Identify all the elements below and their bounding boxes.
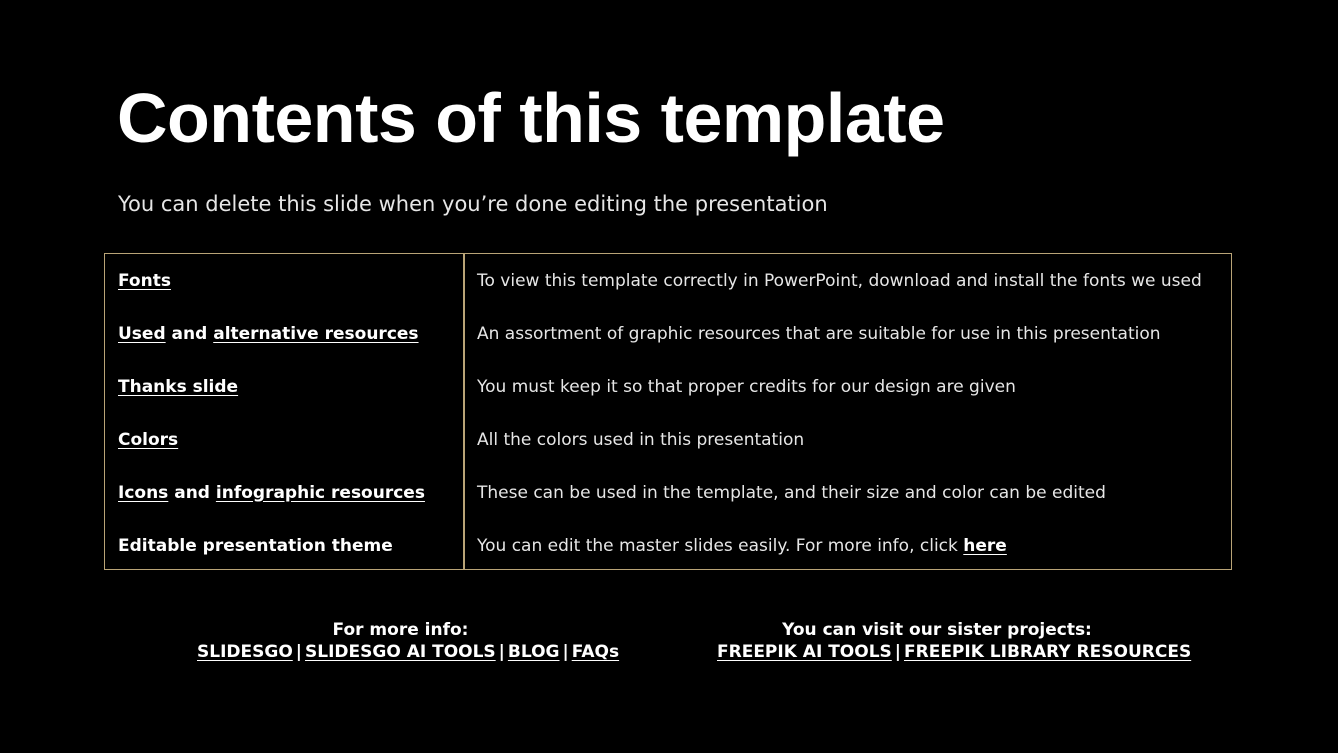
footer-sister-projects xyxy=(717,619,1192,663)
freepik-library-resources-link[interactable]: FREEPIK LIBRARY RESOURCES xyxy=(904,642,1192,662)
alternative-resources-link[interactable]: alternative resources xyxy=(213,323,419,344)
here-link[interactable]: here xyxy=(963,535,1007,556)
table-row-fonts xyxy=(105,254,1231,307)
label-connector: and xyxy=(168,482,216,503)
used-resources-link[interactable]: Used xyxy=(118,323,166,344)
row-description: These can be used in the template, and their size and color can be edited xyxy=(477,482,1106,503)
row-label-theme: Editable presentation theme xyxy=(118,535,393,556)
link-separator: | xyxy=(894,642,901,662)
icons-link[interactable]: Icons xyxy=(118,482,169,503)
slide-title: Contents of this template xyxy=(117,79,945,157)
row-description: All the colors used in this presentation xyxy=(477,429,805,450)
row-description: To view this template correctly in PowerPoint, download and install the fonts we used xyxy=(477,270,1202,291)
link-separator: | xyxy=(295,642,302,662)
footer-more-info xyxy=(197,619,620,663)
blog-link[interactable]: BLOG xyxy=(507,642,560,662)
slidesgo-link[interactable]: SLIDESGO xyxy=(197,642,293,662)
colors-link[interactable]: Colors xyxy=(118,429,179,450)
row-description: An assortment of graphic resources that are suitable for use in this presentation xyxy=(477,323,1161,344)
row-label-fonts xyxy=(118,271,171,291)
footer-sister-projects-links xyxy=(717,641,1192,663)
table-row-resources xyxy=(105,307,1231,360)
link-separator: | xyxy=(498,642,505,662)
row-label-colors xyxy=(118,430,178,450)
table-row-thanks xyxy=(105,360,1231,413)
contents-table xyxy=(104,253,1232,570)
theme-description-text: You can edit the master slides easily. For more info, click xyxy=(477,535,964,556)
faqs-link[interactable]: FAQs xyxy=(571,642,620,662)
footer-more-info-heading: For more info: xyxy=(332,620,469,640)
row-label-resources xyxy=(118,324,419,344)
table-row-theme xyxy=(105,519,1231,572)
slidesgo-ai-tools-link[interactable]: SLIDESGO AI TOOLS xyxy=(305,642,496,662)
footer-more-info-links xyxy=(197,641,620,663)
infographic-resources-link[interactable]: infographic resources xyxy=(215,482,425,503)
slide-subtitle: You can delete this slide when you’re done editing the presentation xyxy=(118,192,828,216)
table-row-colors xyxy=(105,413,1231,466)
footer-sister-projects-heading: You can visit our sister projects: xyxy=(782,620,1092,640)
thanks-slide-link[interactable]: Thanks slide xyxy=(118,376,239,397)
row-label-thanks xyxy=(118,377,238,397)
link-separator: | xyxy=(562,642,569,662)
freepik-ai-tools-link[interactable]: FREEPIK AI TOOLS xyxy=(717,642,892,662)
table-row-icons xyxy=(105,466,1231,519)
row-label-icons xyxy=(118,483,425,503)
fonts-link[interactable]: Fonts xyxy=(118,270,171,291)
row-description: You must keep it so that proper credits for our design are given xyxy=(477,376,1016,397)
row-description xyxy=(477,536,1007,556)
label-connector: and xyxy=(165,323,214,344)
